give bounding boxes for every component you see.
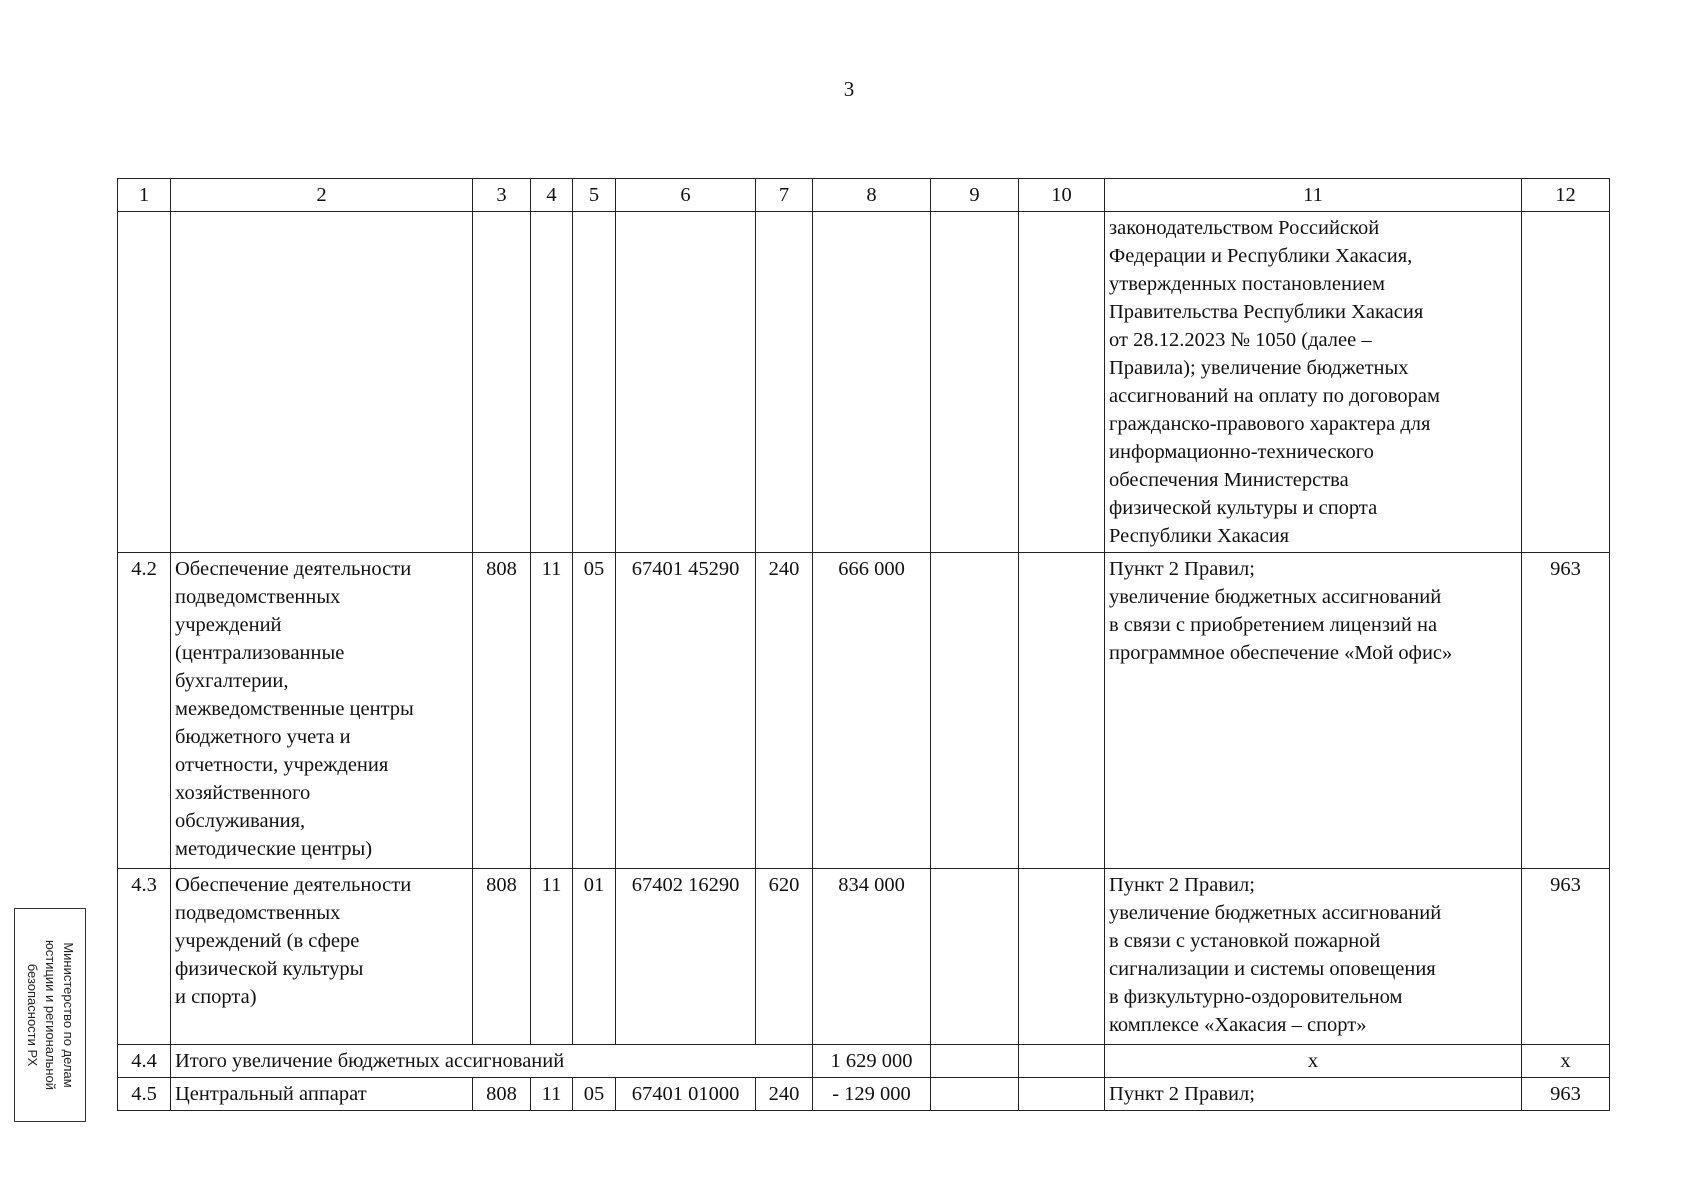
header-cell: 6 — [616, 179, 756, 212]
code-col12: 963 — [1522, 553, 1610, 869]
cell-col10 — [1019, 1045, 1105, 1078]
cell-col12 — [1522, 212, 1610, 553]
header-cell: 10 — [1019, 179, 1105, 212]
stamp-line: безопасности РХ — [25, 963, 40, 1067]
header-cell: 2 — [171, 179, 473, 212]
code-col12: x — [1522, 1045, 1610, 1078]
header-cell: 11 — [1105, 179, 1522, 212]
cell-col10 — [1019, 1078, 1105, 1111]
cell-col9 — [931, 1045, 1019, 1078]
justification-text: Пункт 2 Правил; — [1105, 1078, 1522, 1111]
item-name: Центральный аппарат — [171, 1078, 473, 1111]
cell-col9 — [931, 1078, 1019, 1111]
amount: - 129 000 — [813, 1078, 931, 1111]
header-cell: 3 — [473, 179, 531, 212]
header-cell: 7 — [756, 179, 813, 212]
cell-col9 — [931, 553, 1019, 869]
ministry-code: 808 — [473, 869, 531, 1045]
cell-col5 — [573, 212, 616, 553]
cell-col8 — [813, 212, 931, 553]
item-name: Обеспечение деятельности подведомственных учреждений (в сфере физической культуры и спорта) — [171, 869, 473, 1045]
cell-col9 — [931, 212, 1019, 553]
registration-stamp — [14, 908, 86, 1122]
item-name: Обеспечение деятельности подведомственных учреждений (централизованные бухгалтерии, межведомственные центры бюджетного учета и отчетности, учреждения хозяйственного обслуживания, методические центры) — [171, 553, 473, 869]
subsection-code: 01 — [573, 869, 616, 1045]
header-cell: 9 — [931, 179, 1019, 212]
expense-type-code: 620 — [756, 869, 813, 1045]
expense-type-code: 240 — [756, 1078, 813, 1111]
section-code: 11 — [531, 1078, 573, 1111]
cell-col3 — [473, 212, 531, 553]
table-row-total — [118, 1045, 1610, 1078]
row-number: 4.3 — [118, 869, 171, 1045]
justification-text: Пункт 2 Правил; увеличение бюджетных ассигнований в связи с установкой пожарной сигнализации и системы оповещения в физкультурно-оздоровительном комплексе «Хакасия – спорт» — [1105, 869, 1522, 1045]
header-cell: 5 — [573, 179, 616, 212]
total-amount: 1 629 000 — [813, 1045, 931, 1078]
cell-col10 — [1019, 869, 1105, 1045]
code-col12: 963 — [1522, 869, 1610, 1045]
header-cell: 4 — [531, 179, 573, 212]
section-code: 11 — [531, 869, 573, 1045]
header-cell: 12 — [1522, 179, 1610, 212]
cell-col7 — [756, 212, 813, 553]
cell-col10 — [1019, 212, 1105, 553]
item-name — [171, 212, 473, 553]
row-number: 4.5 — [118, 1078, 171, 1111]
stamp-line: юстиции и региональной — [43, 939, 58, 1091]
row-number: 4.4 — [118, 1045, 171, 1078]
budget-table — [117, 178, 1610, 1111]
table-row — [118, 869, 1610, 1045]
amount: 834 000 — [813, 869, 931, 1045]
ministry-code: 808 — [473, 1078, 531, 1111]
total-label: Итого увеличение бюджетных ассигнований — [171, 1045, 813, 1078]
subsection-code: 05 — [573, 553, 616, 869]
target-article-code: 67402 16290 — [616, 869, 756, 1045]
section-code: 11 — [531, 553, 573, 869]
table-row — [118, 212, 1610, 553]
table-row — [118, 553, 1610, 869]
page-number: 3 — [843, 77, 855, 101]
header-cell: 1 — [118, 179, 171, 212]
subsection-code: 05 — [573, 1078, 616, 1111]
code-col12: 963 — [1522, 1078, 1610, 1111]
row-number: 4.2 — [118, 553, 171, 869]
header-row — [118, 179, 1610, 212]
justification-text: законодательством Российской Федерации и Республики Хакасия, утвержденных постановлением Правительства Республики Хакасия от 28.12.2023 № 1050 (далее – Правила); увеличение бюджетных ассигнований на оплату по договорам гражданско-правового характера для информационно-технического обеспечения Министерства физической культуры и спорта Республики Хакасия — [1105, 212, 1522, 553]
target-article-code: 67401 45290 — [616, 553, 756, 869]
stamp-line: Министерство по делам — [61, 942, 76, 1088]
row-number — [118, 212, 171, 553]
cell-col4 — [531, 212, 573, 553]
amount: 666 000 — [813, 553, 931, 869]
ministry-code: 808 — [473, 553, 531, 869]
justification-text: x — [1105, 1045, 1522, 1078]
target-article-code: 67401 01000 — [616, 1078, 756, 1111]
header-cell: 8 — [813, 179, 931, 212]
cell-col9 — [931, 869, 1019, 1045]
justification-text: Пункт 2 Правил; увеличение бюджетных ассигнований в связи с приобретением лицензий на программное обеспечение «Мой офис» — [1105, 553, 1522, 869]
expense-type-code: 240 — [756, 553, 813, 869]
cell-col6 — [616, 212, 756, 553]
cell-col10 — [1019, 553, 1105, 869]
table-row — [118, 1078, 1610, 1111]
